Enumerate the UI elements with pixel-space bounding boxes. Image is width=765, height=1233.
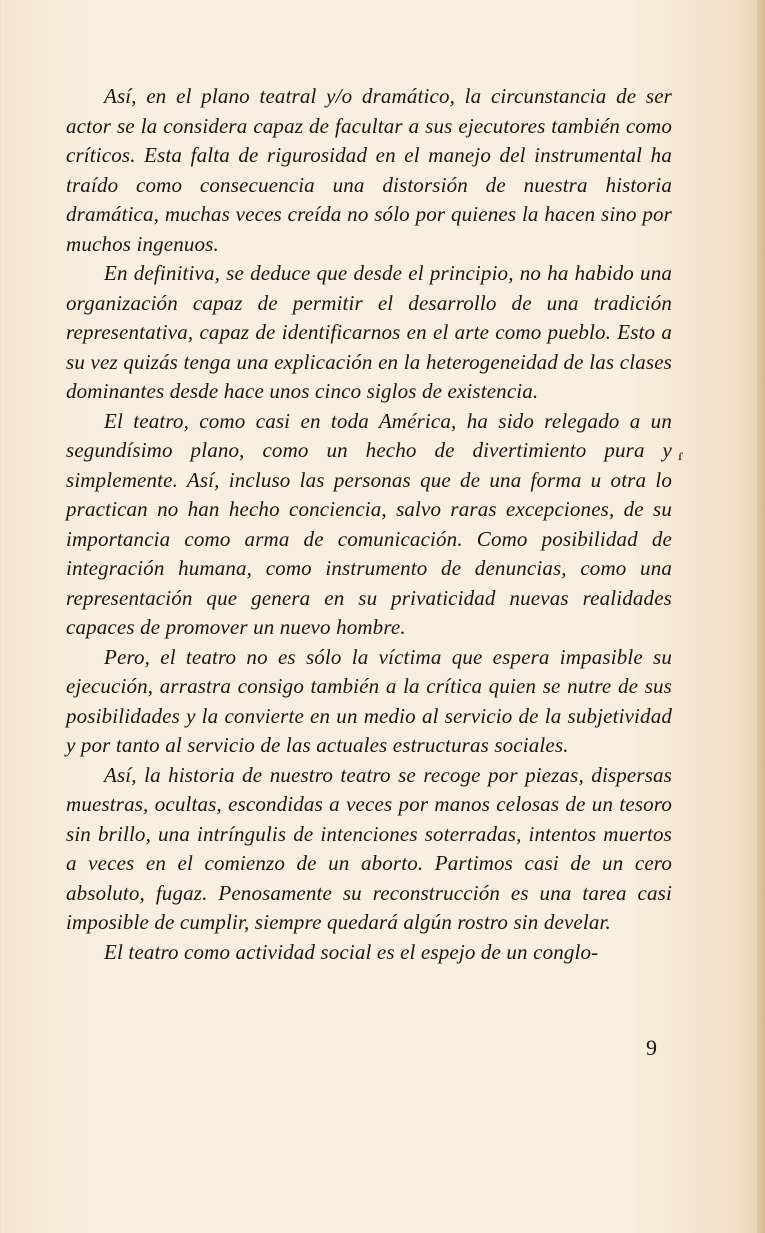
paragraph-5: Así, la historia de nuestro teatro se recoge por piezas, dispersas muestras, ocultas, escondidas a veces por manos celosas de un tesoro sin brillo, una intríngulis de intenciones soterradas, intentos muertos a veces en el comienzo de un aborto. Partimos casi de un cero absoluto, fugaz. Penosamente su reconstrucción es una tarea casi imposible de cumplir, siempre quedará algún rostro sin develar. bbox=[66, 762, 672, 934]
paragraph-6: El teatro como actividad social es el espejo de un conglo- bbox=[104, 939, 599, 964]
paragraph-4: Pero, el teatro no es sólo la víctima que espera impasible su ejecución, arrastra consigo también a la crítica quien se nutre de sus posibilidades y la convierte en un medio al servicio de la subjetividad y por tanto al servicio de las actuales estructuras sociales. bbox=[66, 644, 672, 757]
margin-mark: ɾ bbox=[678, 447, 684, 464]
page-number: 9 bbox=[646, 1035, 657, 1060]
paragraph-1: Así, en el plano teatral y/o dramático, la circunstancia de ser actor se la considera capaz de facultar a sus ejecutores también como críticos. Esta falta de rigurosidad en el manejo del instrumental ha traído como consecuencia una distorsión de nuestra historia dramática, muchas veces creída no sólo por quienes la hacen sino por muchos ingenuos. bbox=[66, 84, 672, 256]
paragraph-2: En definitiva, se deduce que desde el principio, no ha habido una organización capaz de permitir el desarrollo de una tradición representativa, capaz de identificarnos en el arte como pueblo. Esto a su vez quizás tenga una explicación en la heterogeneidad de las clases dominantes desde hace unos cinco siglos de existencia. bbox=[66, 261, 672, 403]
page-right-edge bbox=[757, 0, 765, 1233]
paragraph-3: El teatro, como casi en toda América, ha sido relegado a un segundísimo plano, como un hecho de divertimiento pura y simplemente. Así, incluso las personas que de una forma u otra lo practican no han hecho conciencia, salvo raras excepciones, de su importancia como arma de comunicación. Como posibilidad de integración humana, como instrumento de denuncias, como una representación que genera en su privaticidad nuevas realidades capaces de promover un nuevo hombre. bbox=[66, 408, 672, 639]
page-left-edge bbox=[0, 0, 4, 1233]
body-text bbox=[66, 82, 672, 967]
